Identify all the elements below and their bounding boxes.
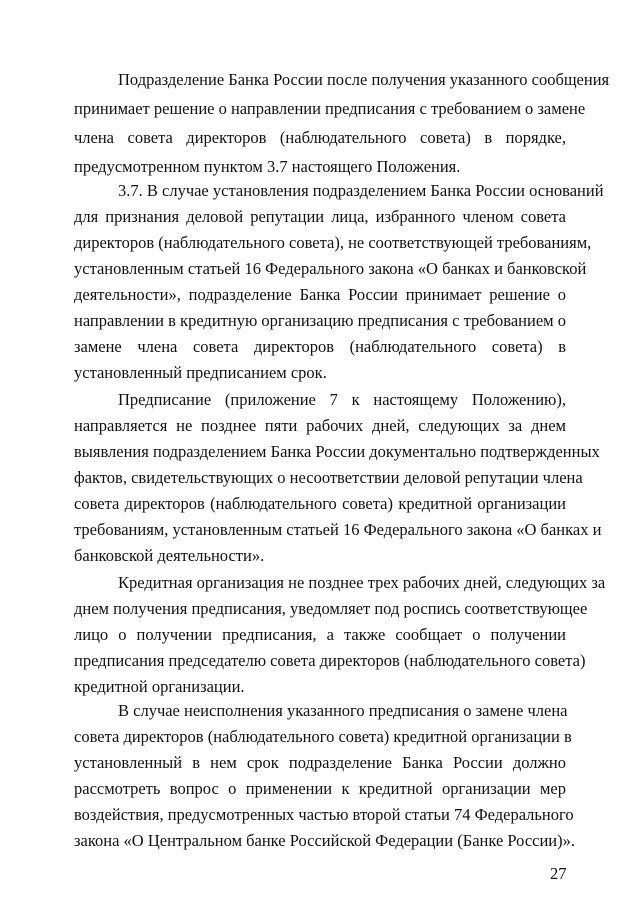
page-number: 27: [550, 864, 567, 883]
text-line: замене члена совета директоров (наблюдательного совета) в: [74, 337, 566, 356]
text-line: установленный предписанием срок.: [74, 363, 327, 382]
text-line: совета директоров (наблюдательного совета) кредитной организации: [74, 494, 566, 513]
text-line: принимает решение о направлении предписания с требованием о замене: [74, 99, 586, 118]
text-line: В случае неисполнения указанного предписания о замене члена: [118, 701, 568, 720]
text-line: банковской деятельности».: [74, 546, 265, 565]
text-line: Кредитная организация не позднее трех рабочих дней, следующих за: [118, 573, 606, 592]
text-line: направлении в кредитную организацию предписания с требованием о: [74, 311, 566, 330]
text-line: совета директоров (наблюдательного совета) кредитной организации в: [74, 727, 572, 746]
text-line: установленным статьей 16 Федерального закона «О банках и банковской: [74, 259, 587, 278]
text-line: установленный в нем срок подразделение Банка России должно: [74, 753, 566, 772]
text-line: директоров (наблюдательного совета), не соответствующей требованиям,: [74, 233, 592, 252]
text-line: выявления подразделением Банка России документально подтвержденных: [74, 442, 600, 461]
text-line: 3.7. В случае установления подразделением Банка России оснований: [118, 181, 604, 200]
text-line: рассмотреть вопрос о применении к кредитной организации мер: [74, 779, 566, 798]
text-line: предписания председателю совета директоров (наблюдательного совета): [74, 651, 586, 670]
text-line: Подразделение Банка России после получения указанного сообщения: [118, 70, 610, 89]
text-line: члена совета директоров (наблюдательного совета) в порядке,: [74, 128, 566, 147]
text-line: предусмотренном пунктом 3.7 настоящего Положения.: [74, 157, 461, 176]
text-line: лицо о получении предписания, а также сообщает о получении: [74, 625, 566, 644]
text-line: воздействия, предусмотренных частью второй статьи 74 Федерального: [74, 805, 574, 824]
text-line: деятельности», подразделение Банка России принимает решение о: [74, 285, 566, 304]
text-line: фактов, свидетельствующих о несоответствии деловой репутации члена: [74, 468, 583, 487]
text-line: закона «О Центральном банке Российской Федерации (Банке России)».: [74, 831, 576, 850]
text-line: направляется не позднее пяти рабочих дней, следующих за днем: [74, 416, 566, 435]
text-line: кредитной организации.: [74, 677, 245, 696]
text-line: Предписание (приложение 7 к настоящему Положению),: [118, 390, 566, 409]
text-line: требованиям, установленным статьей 16 Федерального закона «О банках и: [74, 520, 602, 539]
text-line: днем получения предписания, уведомляет под роспись соответствующее: [74, 599, 588, 618]
text-line: для признания деловой репутации лица, избранного членом совета: [74, 207, 566, 226]
